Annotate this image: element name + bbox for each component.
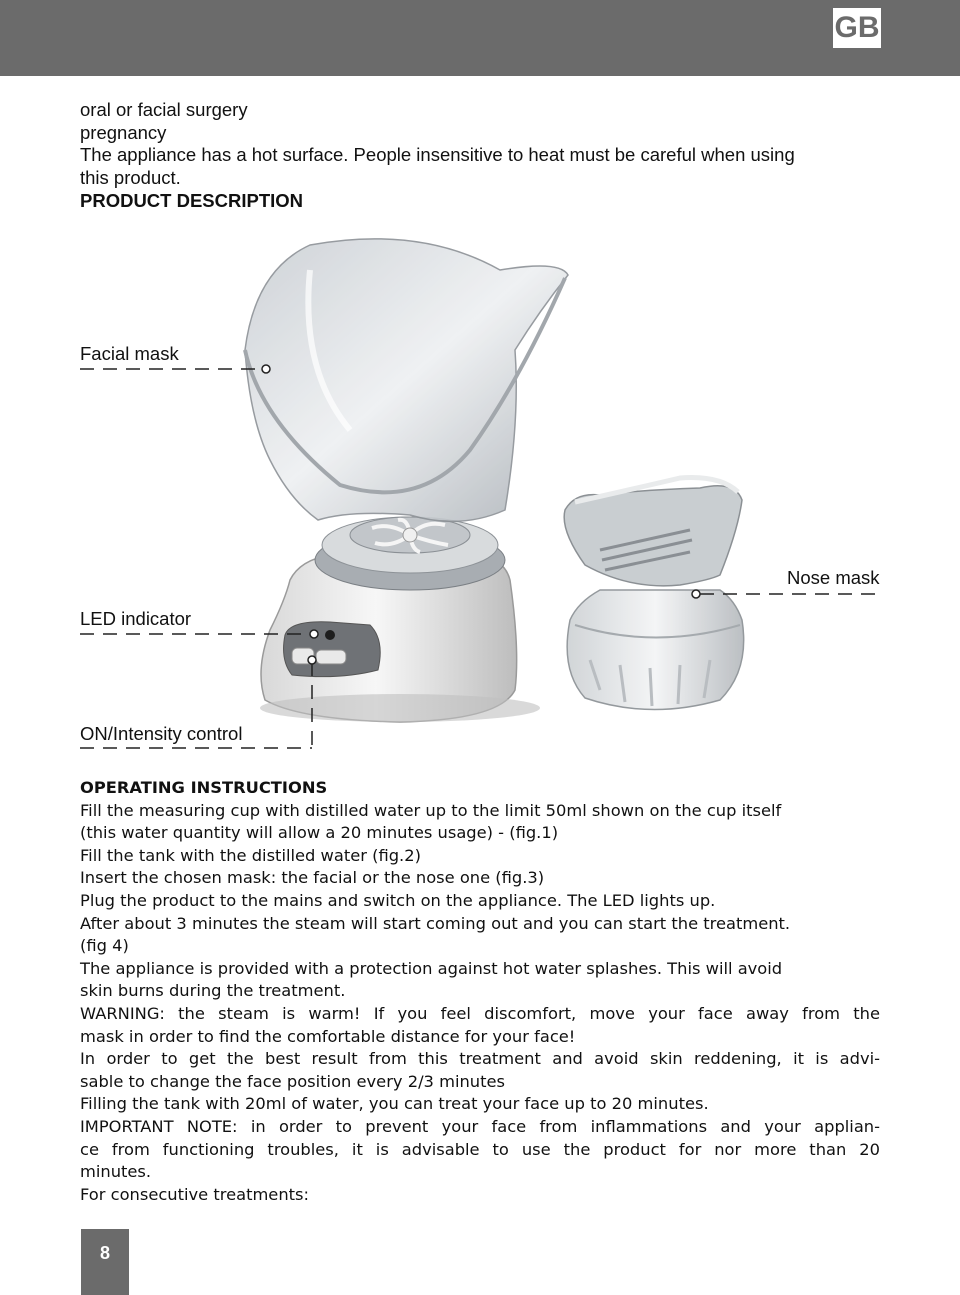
intro-line: pregnancy (80, 121, 167, 143)
instruction-line: In order to get the best result from this treatment and avoid skin reddening, it is advi- (80, 1049, 880, 1069)
instruction-line: Filling the tank with 20ml of water, you can treat your face up to 20 minutes. (80, 1094, 709, 1114)
instruction-line: After about 3 minutes the steam will start coming out and you can start the treatment. (80, 913, 791, 933)
instruction-line: (this water quantity will allow a 20 minutes usage) - (fig.1) (80, 823, 559, 843)
instruction-line: skin burns during the treatment. (80, 981, 346, 1001)
intro-line: The appliance has a hot surface. People insensitive to heat must be careful when using (80, 144, 795, 166)
instruction-line: For consecutive treatments: (80, 1184, 309, 1204)
language-badge: GB (833, 8, 881, 48)
header-bar (0, 0, 960, 76)
intro-line: oral or facial surgery (80, 99, 248, 120)
facial-mask-label: Facial mask (80, 343, 179, 364)
page-number: 8 (81, 1229, 129, 1295)
instruction-line: Fill the tank with the distilled water (fig.2) (80, 845, 421, 865)
operating-instructions-heading: OPERATING INSTRUCTIONS (80, 778, 328, 797)
nose-mask-illustration (564, 478, 744, 710)
on-intensity-control-label: ON/Intensity control (80, 723, 243, 744)
instruction-line: Fill the measuring cup with distilled water up to the limit 50ml shown on the cup itself (80, 800, 782, 820)
intro-line: this product. (80, 167, 181, 189)
instruction-line: ce from functioning troubles, it is advisable to use the product for nor more than 20 (80, 1139, 880, 1159)
instruction-line: mask in order to find the comfortable distance for your face! (80, 1026, 576, 1046)
product-description-heading: PRODUCT DESCRIPTION (80, 189, 304, 211)
instruction-line: The appliance is provided with a protection against hot water splashes. This will avoid (80, 958, 783, 978)
instruction-line: IMPORTANT NOTE: in order to prevent your face from inflammations and your applian- (80, 1116, 880, 1136)
product-illustration (0, 230, 960, 760)
led-indicator-label: LED indicator (80, 608, 192, 629)
instruction-line: minutes. (80, 1162, 152, 1182)
instruction-line: Plug the product to the mains and switch on the appliance. The LED lights up. (80, 890, 716, 910)
instruction-line: Insert the chosen mask: the facial or the nose one (fig.3) (80, 868, 545, 888)
instruction-line: WARNING: the steam is warm! If you feel discomfort, move your face away from the (80, 1003, 880, 1023)
intro-text (80, 99, 890, 213)
steam-outlet (315, 517, 505, 590)
nose-mask-label: Nose mask (787, 567, 880, 588)
operating-instructions (80, 777, 880, 1206)
facial-mask-illustration (245, 239, 568, 522)
instruction-line: sable to change the face position every 2/3 minutes (80, 1071, 505, 1091)
instruction-line: (fig 4) (80, 936, 129, 956)
product-figure (0, 230, 960, 760)
